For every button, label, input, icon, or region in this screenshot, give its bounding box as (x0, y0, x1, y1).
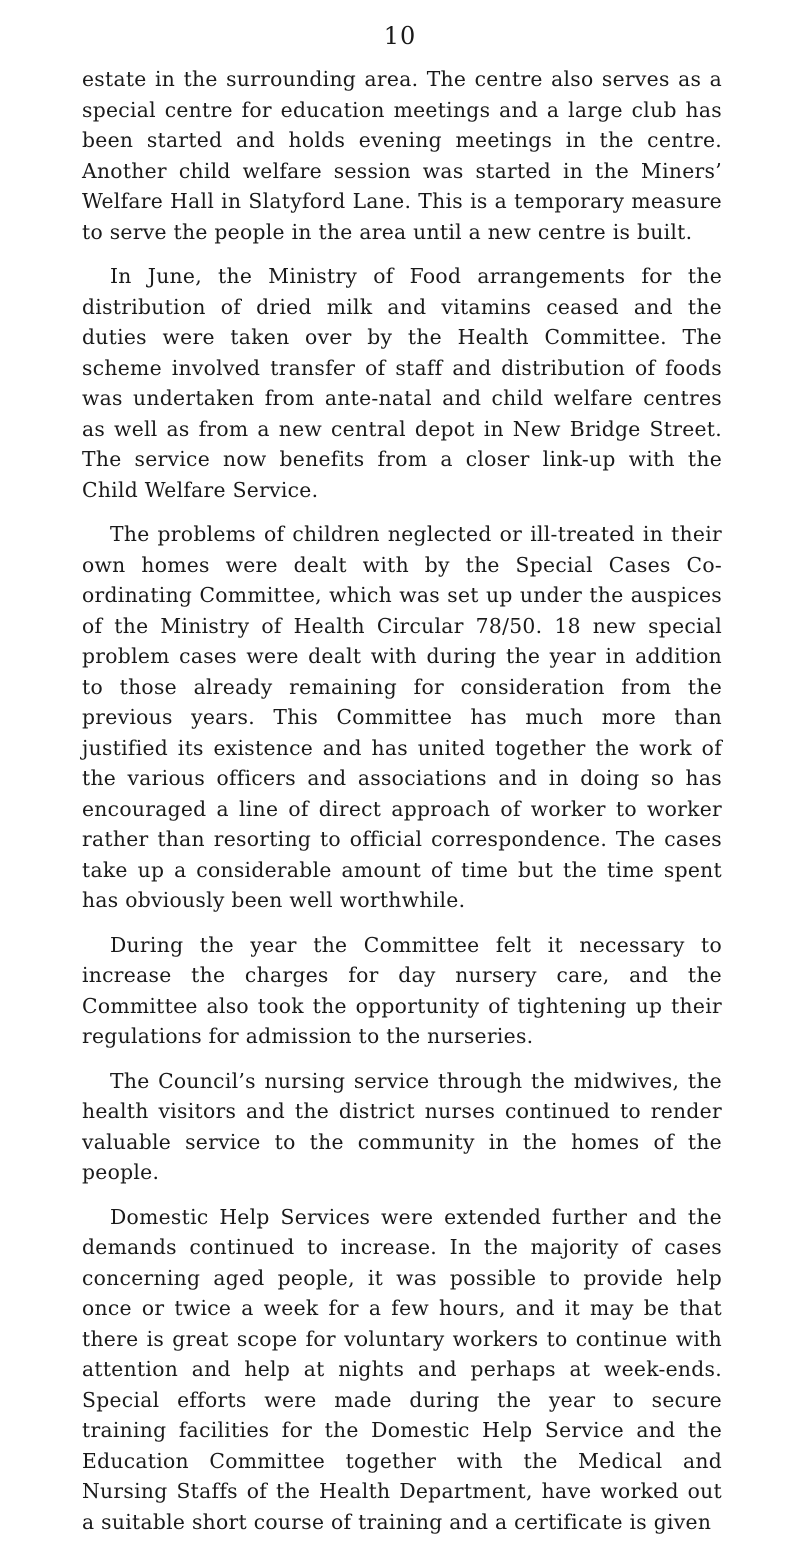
paragraph-special-cases: The problems of children neglected or ill-treated in their own homes were dealt with by the Special Cases Co-ordinating Committee, which was set up under the auspices of the Ministry of Health Circular 78/50. 18 new special problem cases were dealt with during the year in addition to those already remaining for consideration from the previous years. This Committee has much more than justified its existence and has united together the work of the various officers and associations and in doing so has encouraged a line of direct approach of worker to worker rather than resorting to official correspondence. The cases take up a considerable amount of time but the time spent has obviously been well worthwhile. (82, 522, 722, 912)
page-number: 10 (383, 22, 417, 50)
paragraph-domestic-help: Domestic Help Services were extended further and the demands continued to increase. In the majority of cases concerning aged people, it was possible to provide help once or twice a week for a few hours, and it may be that there is great scope for voluntary workers to continue with attention and help at nights and perhaps at week-ends. Special efforts were made during the year to secure training facilities for the Domestic Help Service and the Education Committee together with the Medical and Nursing Staffs of the Health Department, have worked out a suitable short course of training and a certificate is given (82, 1204, 722, 1534)
paragraph-day-nursery: During the year the Committee felt it necessary to increase the charges for day nursery care, and the Committee also took the opportunity of tightening up their regulations for admission to the nurseries. (82, 932, 722, 1048)
paragraph-ministry-of-food: In June, the Ministry of Food arrangements for the distribution of dried milk and vitamins ceased and the duties were taken over by the Health Committee. The scheme involved transfer of staff and distribution of foods was undertaken from ante-natal and child welfare centres as well as from a new central depot in New Bridge Street. The service now benefits from a closer link-up with the Child Welfare Service. (82, 264, 722, 502)
paragraph-estate-centre: estate in the surrounding area. The centre also serves as a special centre for education meetings and a large club has been started and holds evening meetings in the centre. Another child welfare session was started in the Miners’ Welfare Hall in Slatyford Lane. This is a temporary measure to serve the people in the area until a new centre is built. (82, 67, 722, 244)
paragraph-nursing-service: The Council’s nursing service through the midwives, the health visitors and the district nurses continued to render valuable service to the community in the homes of the people. (82, 1068, 722, 1184)
body-text (82, 64, 722, 1551)
